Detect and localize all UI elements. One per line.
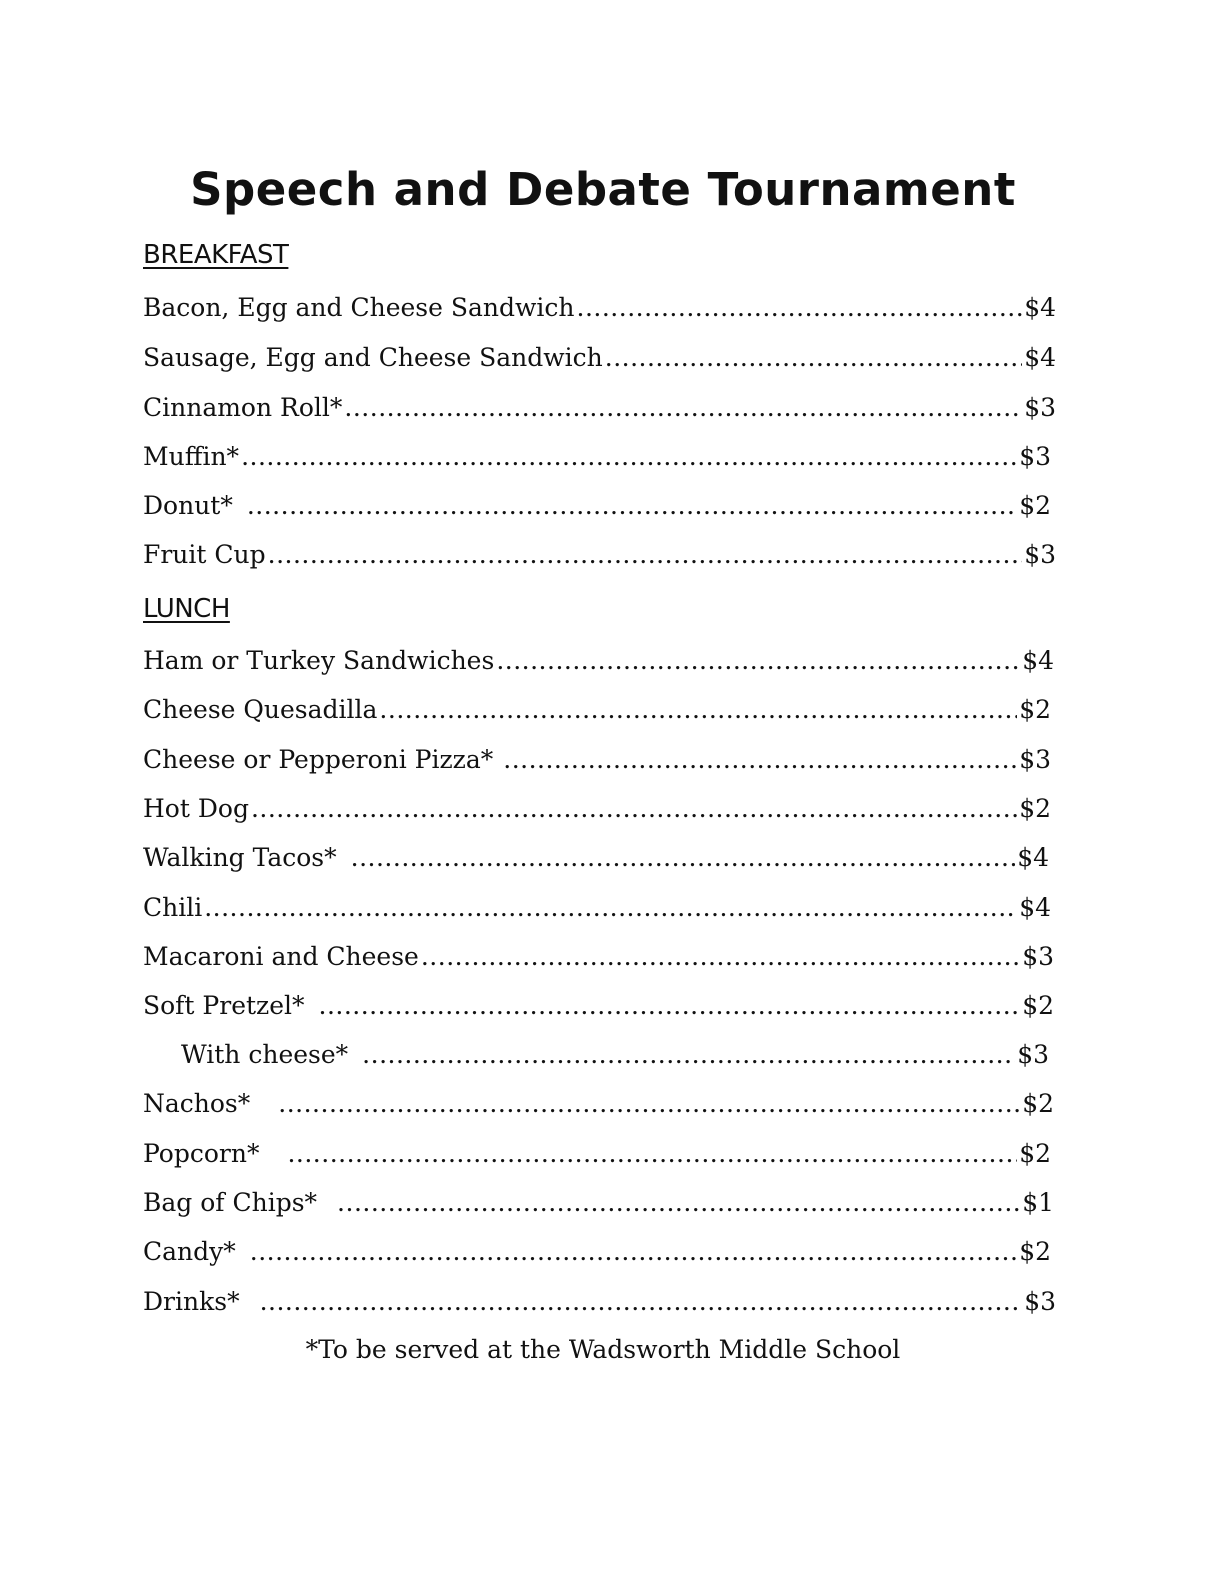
menu-item <box>143 740 1051 780</box>
item-name: Ham or Turkey Sandwiches <box>143 646 495 675</box>
dot-leader <box>605 338 1022 378</box>
menu-item <box>143 437 1051 477</box>
menu-item <box>143 338 1056 378</box>
menu-item <box>143 641 1054 681</box>
dot-leader <box>344 388 1022 428</box>
item-name: Cinnamon Roll* <box>143 393 343 422</box>
dot-leader <box>362 1035 1015 1075</box>
item-price: $2 <box>1019 1237 1051 1266</box>
item-price: $4 <box>1024 293 1056 322</box>
dot-leader <box>260 1282 1023 1322</box>
dot-leader <box>319 986 1021 1026</box>
item-price: $4 <box>1024 343 1056 372</box>
item-name: With cheese* <box>181 1040 349 1069</box>
dot-leader <box>247 486 1017 526</box>
dot-leader <box>251 789 1017 829</box>
menu-item <box>143 937 1054 977</box>
item-name: Soft Pretzel* <box>143 991 305 1020</box>
dot-leader <box>496 641 1020 681</box>
item-price: $2 <box>1019 695 1051 724</box>
item-name: Sausage, Egg and Cheese Sandwich <box>143 343 603 372</box>
item-price: $3 <box>1019 745 1051 774</box>
breakfast-heading: BREAKFAST <box>143 240 289 270</box>
menu-item <box>143 789 1051 829</box>
item-price: $3 <box>1022 942 1054 971</box>
menu-item <box>143 1134 1051 1174</box>
item-price: $3 <box>1019 442 1051 471</box>
menu-item <box>143 1232 1051 1272</box>
item-price: $1 <box>1022 1188 1054 1217</box>
menu-item <box>143 1084 1054 1124</box>
item-name: Hot Dog <box>143 794 249 823</box>
item-price: $4 <box>1017 843 1049 872</box>
menu-item <box>143 1183 1054 1223</box>
menu-item <box>143 986 1054 1026</box>
item-name: Cheese Quesadilla <box>143 695 378 724</box>
item-name: Popcorn* <box>143 1139 260 1168</box>
dot-leader <box>287 1134 1017 1174</box>
menu-item <box>143 388 1056 428</box>
menu-sub-item <box>181 1035 1049 1075</box>
item-price: $2 <box>1022 991 1054 1020</box>
menu-item <box>143 535 1056 575</box>
item-name: Bacon, Egg and Cheese Sandwich <box>143 293 575 322</box>
menu-item <box>143 838 1049 878</box>
dot-leader <box>241 437 1017 477</box>
item-name: Chili <box>143 893 203 922</box>
item-price: $4 <box>1022 646 1054 675</box>
dot-leader <box>278 1084 1020 1124</box>
menu-item <box>143 888 1051 928</box>
dot-leader <box>379 690 1017 730</box>
item-price: $3 <box>1017 1040 1049 1069</box>
menu-item <box>143 690 1051 730</box>
item-price: $3 <box>1024 540 1056 569</box>
item-name: Cheese or Pepperoni Pizza* <box>143 745 494 774</box>
item-price: $4 <box>1019 893 1051 922</box>
footnote: *To be served at the Wadsworth Middle School <box>305 1335 901 1364</box>
dot-leader <box>337 1183 1020 1223</box>
menu-item <box>143 1282 1056 1322</box>
item-price: $2 <box>1019 1139 1051 1168</box>
dot-leader <box>421 937 1020 977</box>
menu-item <box>143 288 1056 328</box>
lunch-heading: LUNCH <box>143 594 230 624</box>
dot-leader <box>250 1232 1017 1272</box>
item-price: $2 <box>1022 1089 1054 1118</box>
item-name: Bag of Chips* <box>143 1188 318 1217</box>
dot-leader <box>268 535 1023 575</box>
item-name: Macaroni and Cheese <box>143 942 419 971</box>
menu-item <box>143 486 1051 526</box>
item-price: $2 <box>1019 491 1051 520</box>
dot-leader <box>351 838 1016 878</box>
item-price: $3 <box>1024 393 1056 422</box>
item-price: $2 <box>1019 794 1051 823</box>
item-name: Nachos* <box>143 1089 251 1118</box>
dot-leader <box>503 740 1017 780</box>
item-name: Candy* <box>143 1237 236 1266</box>
item-name: Drinks* <box>143 1287 240 1316</box>
page-title: Speech and Debate Tournament <box>190 163 1016 216</box>
item-price: $3 <box>1024 1287 1056 1316</box>
item-name: Muffin* <box>143 442 240 471</box>
item-name: Walking Tacos* <box>143 843 337 872</box>
item-name: Donut* <box>143 491 233 520</box>
dot-leader <box>577 288 1023 328</box>
item-name: Fruit Cup <box>143 540 266 569</box>
dot-leader <box>204 888 1017 928</box>
